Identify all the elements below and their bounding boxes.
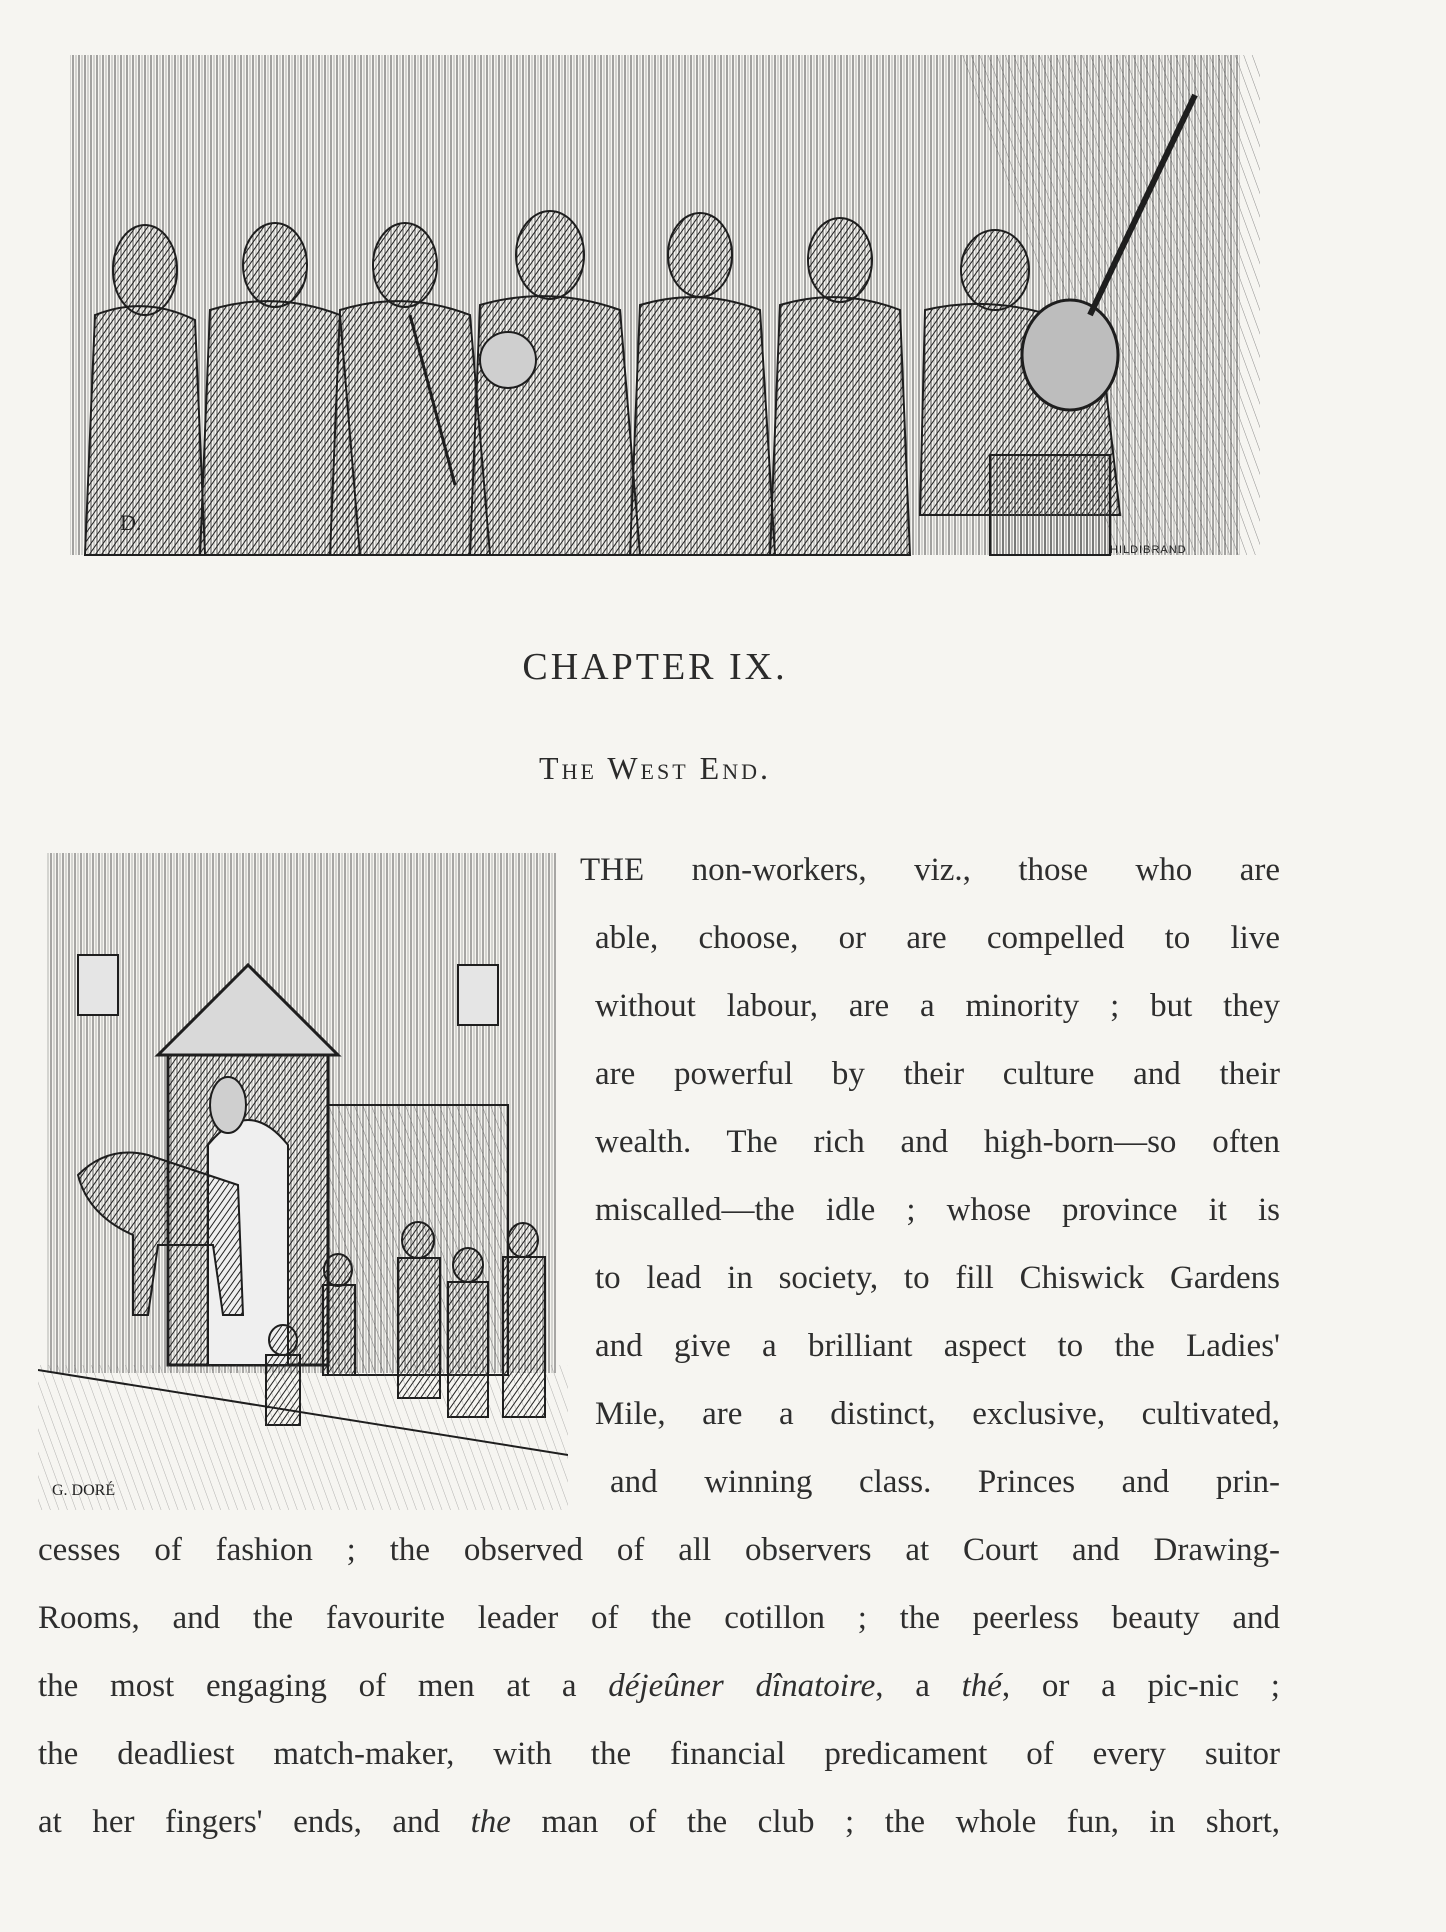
horse-guard-engraving xyxy=(38,845,568,1510)
chapter-number: CHAPTER IX. xyxy=(522,646,788,688)
text-line-1: THE non-workers, viz., those who are xyxy=(580,852,1280,888)
text-line-11: cesses of fashion ; the observed of all observers at Court and Drawing- xyxy=(38,1532,1280,1568)
text-line-13-a: the most engaging of men at a xyxy=(38,1668,609,1704)
text-line-9: Mile, are a distinct, exclusive, cultivated, xyxy=(595,1396,1280,1432)
text-line-13 xyxy=(38,1666,1280,1706)
text-line-13-b: , a xyxy=(875,1668,962,1704)
chapter-title: The West End. xyxy=(539,750,771,786)
text-line-4: are powerful by their culture and their xyxy=(595,1056,1280,1092)
engraving-signature-dore: G. DORÉ xyxy=(52,1482,116,1499)
engraving-signature-left: D. xyxy=(120,510,142,535)
text-line-15-b: man of the club ; the whole fun, in short, xyxy=(510,1804,1280,1840)
engraving-signature-right: HILDIBRAND xyxy=(1110,544,1187,556)
italic-the: thé xyxy=(961,1668,1002,1704)
italic-dejeuner-dinatoire: déjeûner dînatoire xyxy=(608,1668,876,1704)
text-line-3: without labour, are a minority ; but they xyxy=(595,988,1280,1024)
italic-the-club: the xyxy=(470,1804,511,1840)
text-line-13-c: , or a pic-nic ; xyxy=(1001,1668,1280,1704)
text-line-15 xyxy=(38,1802,1280,1842)
text-line-12: Rooms, and the favourite leader of the cotillon ; the peerless beauty and xyxy=(38,1600,1280,1636)
text-line-2: able, choose, or are compelled to live xyxy=(595,920,1280,956)
text-line-6: miscalled—the idle ; whose province it is xyxy=(595,1192,1280,1228)
text-line-15-a: at her fingers' ends, and xyxy=(38,1804,471,1840)
text-line-10: and winning class. Princes and prin- xyxy=(610,1464,1280,1500)
text-line-5: wealth. The rich and high-born—so often xyxy=(595,1124,1280,1160)
text-line-7: to lead in society, to fill Chiswick Gardens xyxy=(595,1260,1280,1296)
text-line-8: and give a brilliant aspect to the Ladies' xyxy=(595,1328,1280,1364)
text-line-14: the deadliest match-maker, with the financial predicament of every suitor xyxy=(38,1736,1280,1772)
minstrels-engraving xyxy=(60,55,1270,575)
